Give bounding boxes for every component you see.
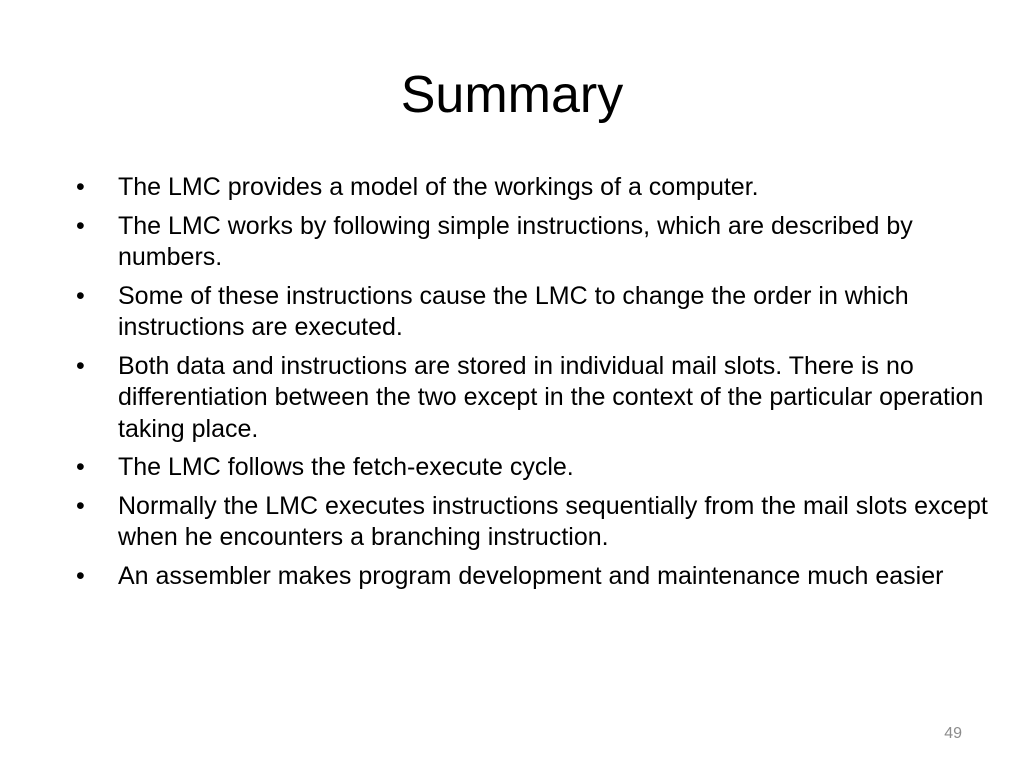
bullet-item	[76, 452, 988, 484]
bullet-item	[76, 172, 988, 204]
bullet-text: Normally the LMC executes instructions sequentially from the mail slots except when he encounters a branching instruction.	[118, 491, 988, 551]
bullet-text: The LMC provides a model of the workings of a computer.	[118, 173, 759, 201]
bullet-icon: •	[76, 173, 85, 201]
bullet-icon: •	[76, 211, 85, 240]
bullet-item	[76, 211, 988, 274]
bullet-item	[76, 351, 988, 446]
bullet-text: The LMC works by following simple instructions, which are described by numbers.	[118, 211, 913, 271]
bullet-icon: •	[76, 561, 85, 590]
bullet-list	[76, 172, 988, 599]
bullet-text: An assembler makes program development and maintenance much easier	[118, 561, 944, 590]
bullet-text: The LMC follows the fetch-execute cycle.	[118, 453, 574, 481]
bullet-text: Both data and instructions are stored in individual mail slots. There is no differentiation between the two except in the context of the particular operation taking place.	[118, 351, 984, 443]
page-number: 49	[944, 725, 962, 742]
bullet-item	[76, 561, 988, 593]
bullet-icon: •	[76, 491, 85, 520]
bullet-icon: •	[76, 281, 85, 310]
bullet-item	[76, 281, 988, 344]
bullet-icon: •	[76, 453, 85, 481]
slide-title: Summary	[400, 66, 624, 124]
bullet-text: Some of these instructions cause the LMC to change the order in which instructions are executed.	[118, 281, 909, 341]
bullet-item	[76, 491, 988, 554]
bullet-icon: •	[76, 351, 85, 380]
